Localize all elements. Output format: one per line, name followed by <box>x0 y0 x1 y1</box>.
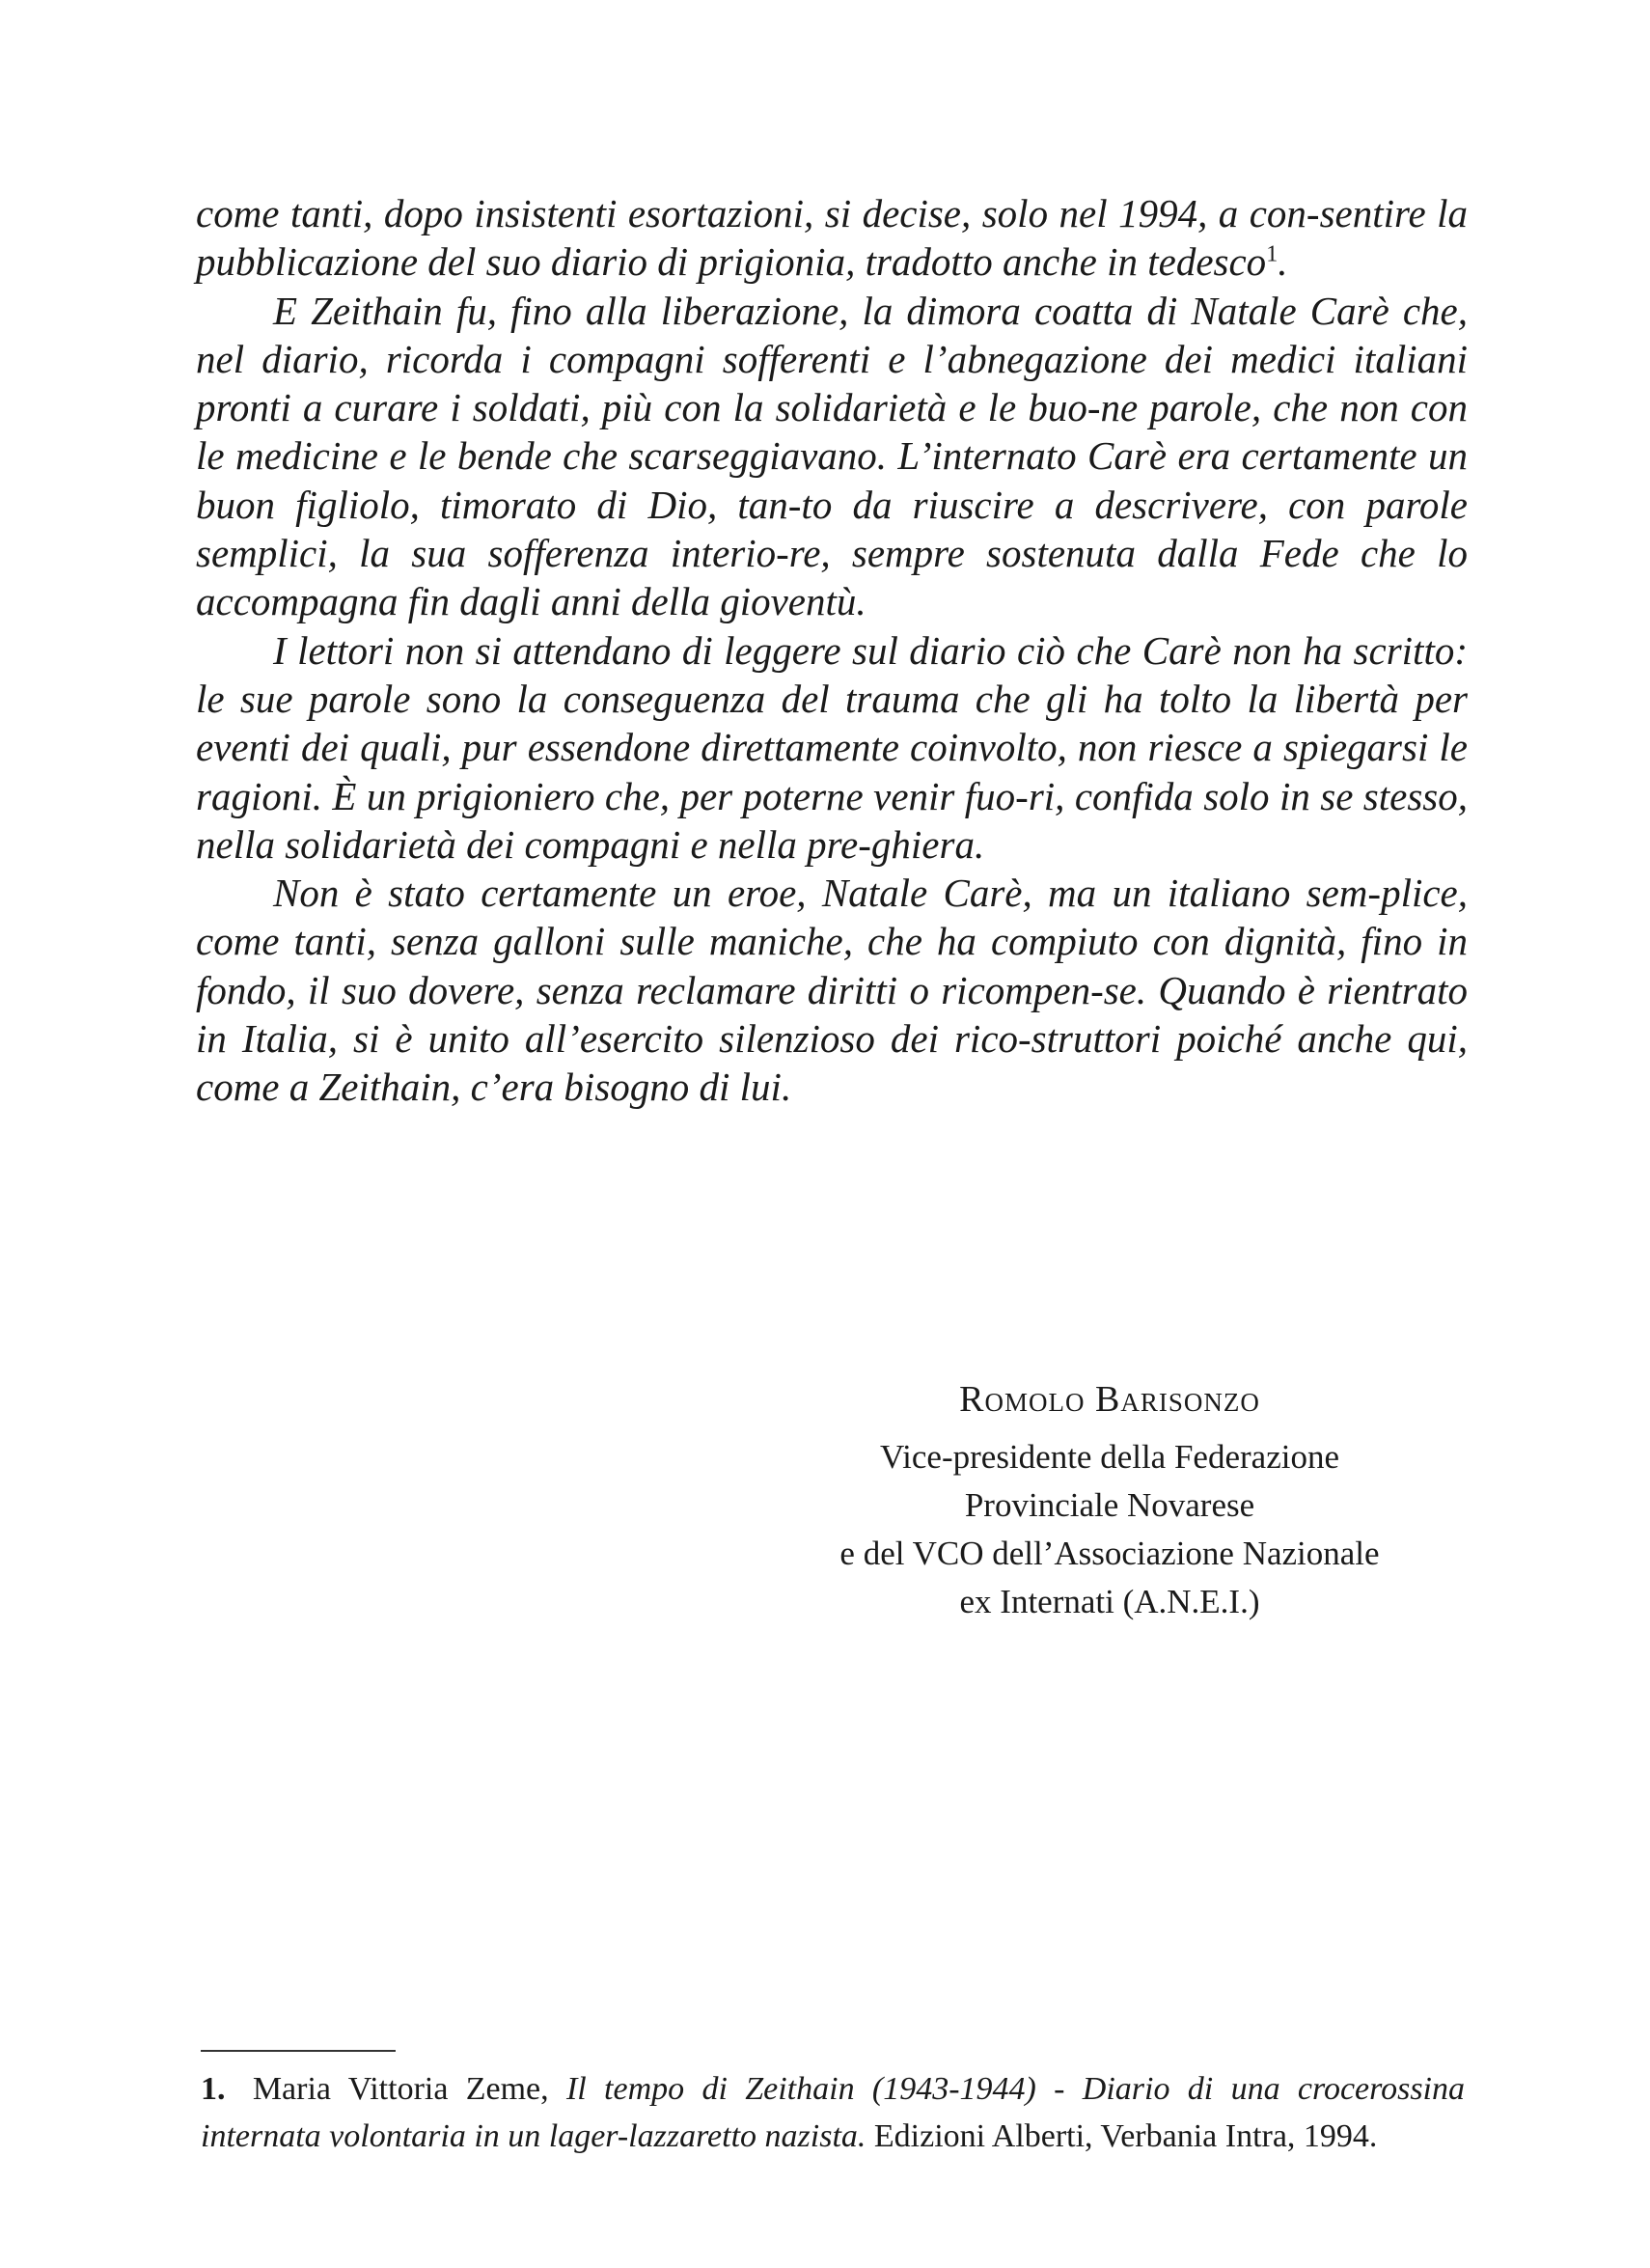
footnote-publisher: Edizioni Alberti, Verbania Intra, 1994. <box>873 2118 1378 2154</box>
paragraph-4: Non è stato certamente un eroe, Natale Carè, ma un italiano sem-plice, come tanti, senza galloni sulle maniche, che ha compiuto con dignità, fino in fondo, il suo dovere, senza reclamare diritti o ricompen-se. Quando è rientrato in Italia, si è unito all’esercito silenzioso dei rico-struttori poiché anche qui, come a Zeithain, c’era bisogno di lui. <box>196 871 1468 1110</box>
signature-role-line-4: ex Internati (A.N.E.I.) <box>959 1583 1260 1620</box>
body-text <box>196 189 1468 1112</box>
paragraph-1-end: . <box>1278 239 1288 285</box>
footnote-number: 1. <box>201 2071 226 2107</box>
footnote <box>201 2065 1465 2160</box>
signature-role-line-3: e del VCO dell’Associazione Nazionale <box>839 1535 1380 1572</box>
footnote-divider <box>201 2050 396 2052</box>
signature-role-line-1: Vice-presidente della Federazione <box>880 1438 1339 1476</box>
signature-role-line-2: Provinciale Novarese <box>964 1486 1255 1524</box>
paragraph-1 <box>196 189 1468 287</box>
signature-block <box>772 1375 1447 1626</box>
footnote-reference: 1 <box>1266 241 1279 267</box>
footnote-title: Il tempo di Zeithain (1943-1944) - Diario di una crocerossina internata volontaria in un lager-lazzaretto nazista. <box>201 2071 1466 2154</box>
paragraph-1-text: come tanti, dopo insistenti esortazioni, si decise, solo nel 1994, a con-sentire la pubblicazione del suo diario di prigionia, tradotto anche in tedesco <box>196 191 1468 285</box>
paragraph-3: I lettori non si attendano di leggere sul diario ciò che Carè non ha scritto: le sue parole sono la conseguenza del trauma che gli ha tolto la libertà per eventi dei quali, pur essendone direttamente coinvolto, non riesce a spiegarsi le ragioni. È un prigioniero che, per poterne venir fuo-ri, confida solo in se stesso, nella solidarietà dei compagni e nella pre-ghiera. <box>196 627 1468 867</box>
footnote-author: Maria Vittoria Zeme, <box>252 2071 549 2107</box>
signature-name: Romolo Barisonzo <box>959 1379 1260 1420</box>
paragraph-2: E Zeithain fu, fino alla liberazione, la dimora coatta di Natale Carè che, nel diario, ricorda i compagni sofferenti e l’abnegazione dei medici italiani pronti a curare i soldati, più con la solidarietà e le buo-ne parole, che non con le medicine e le bende che scarseggiavano. L’internato Carè era certamente un buon figliolo, timorato di Dio, tan-to da riuscire a descrivere, con parole semplici, la sua sofferenza interio-re, sempre sostenuta dalla Fede che lo accompagna fin dagli anni della gioventù. <box>196 288 1468 624</box>
